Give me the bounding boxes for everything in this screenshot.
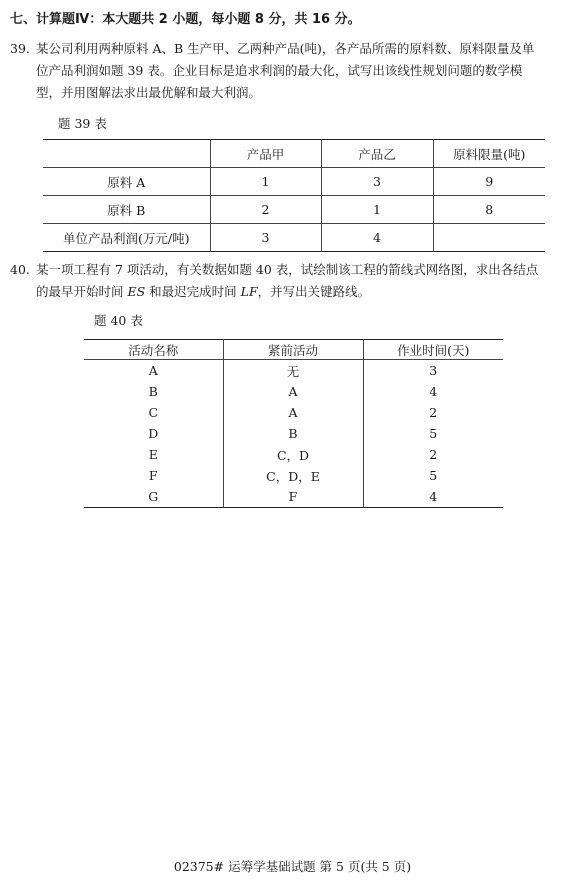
table-39-header-cell (43, 140, 210, 168)
question-39-line-3: 型，并用图解法求出最优解和最大利润。 (36, 85, 262, 100)
table-40-row (84, 402, 503, 423)
table-40-cell: C，D，E (223, 465, 363, 486)
table-39-row (43, 196, 545, 224)
table-39-row (43, 168, 545, 196)
question-40 (10, 259, 575, 303)
table-40-row (84, 381, 503, 402)
table-40-cell: A (148, 363, 158, 378)
question-39-line-1 (10, 38, 575, 60)
table-40-cell: C (148, 405, 159, 420)
table-40-cell: C，D (223, 444, 363, 465)
table-40-cell: 5 (363, 465, 503, 486)
table-39-cell: 原料 A (43, 168, 210, 196)
table-40-header-row (84, 340, 503, 360)
table-39-cell: 8 (433, 196, 545, 224)
question-39 (10, 38, 575, 104)
table-39 (43, 139, 545, 252)
table-40-caption: 题 40 表 (94, 313, 143, 328)
question-39-number: 39. (10, 41, 30, 56)
question-40-text-2b: 和最迟完成时间 (145, 284, 241, 299)
table-40-cell: F (223, 486, 363, 508)
question-40-line-2 (10, 281, 575, 303)
table-40-row (84, 465, 503, 486)
table-39-cell: 1 (210, 168, 321, 196)
question-40-text-1: 某一项工程有 7 项活动，有关数据如题 40 表，试绘制该工程的箭线式网络图，求出各结点 (36, 262, 539, 277)
table-40-row (84, 360, 503, 382)
question-40-text-2c: ，并写出关键路线。 (257, 284, 371, 299)
lf-symbol: LF (240, 284, 258, 299)
table-40-cell: G (148, 489, 159, 504)
question-39-text-1: 某公司利用两种原料 A、B 生产甲、乙两种产品(吨)，各产品所需的原料数、原料限量及单 (36, 41, 535, 56)
table-40-cell: F (148, 468, 158, 483)
table-39-caption: 题 39 表 (58, 116, 107, 131)
table-39-cell: 原料 B (43, 196, 210, 224)
section-title: 七、计算题Ⅳ：本大题共 2 小题，每小题 8 分，共 16 分。 (10, 12, 361, 27)
table-39-header-cell: 原料限量(吨) (433, 140, 545, 168)
table-40-cell: 3 (363, 360, 503, 382)
table-40-cell: 2 (363, 444, 503, 465)
table-39-cell: 2 (210, 196, 321, 224)
table-40-cell: E (148, 447, 158, 462)
table-39-header-cell: 产品甲 (210, 140, 321, 168)
table-40-header-cell: 活动名称 (84, 340, 223, 360)
table-40-cell: 4 (363, 486, 503, 508)
question-39-line-2: 位产品利润如题 39 表。企业目标是追求利润的最大化，试写出该线性规划问题的数学模 (36, 63, 523, 78)
table-39-cell: 4 (321, 224, 433, 252)
table-40-cell: D (148, 426, 159, 441)
table-40-cell: B (148, 384, 158, 399)
table-39-row (43, 224, 545, 252)
table-39-cell: 1 (321, 196, 433, 224)
table-40-header-cell: 作业时间(天) (363, 340, 503, 360)
table-39-cell: 9 (433, 168, 545, 196)
question-40-number: 40. (10, 262, 30, 277)
table-40-cell: A (223, 402, 363, 423)
table-40-row (84, 486, 503, 508)
table-40-cell: A (223, 381, 363, 402)
es-symbol: ES (127, 284, 146, 299)
table-40-header-cell: 紧前活动 (223, 340, 363, 360)
table-40-cell: 4 (363, 381, 503, 402)
table-40-row (84, 423, 503, 444)
question-40-text-2a: 的最早开始时间 (36, 284, 128, 299)
question-40-line-1 (10, 259, 575, 281)
table-39-header-cell: 产品乙 (321, 140, 433, 168)
table-40-cell: B (223, 423, 363, 444)
table-40-cell: 无 (223, 360, 363, 382)
table-39-cell (433, 224, 545, 252)
table-39-cell: 3 (321, 168, 433, 196)
table-40-cell: 5 (363, 423, 503, 444)
page-footer: 02375# 运筹学基础试题 第 5 页(共 5 页) (173, 859, 412, 874)
table-39-cell: 单位产品利润(万元/吨) (43, 224, 210, 252)
table-40-cell: 2 (363, 402, 503, 423)
table-40-row (84, 444, 503, 465)
table-39-header-row (43, 140, 545, 168)
table-40 (84, 339, 503, 508)
table-39-cell: 3 (210, 224, 321, 252)
